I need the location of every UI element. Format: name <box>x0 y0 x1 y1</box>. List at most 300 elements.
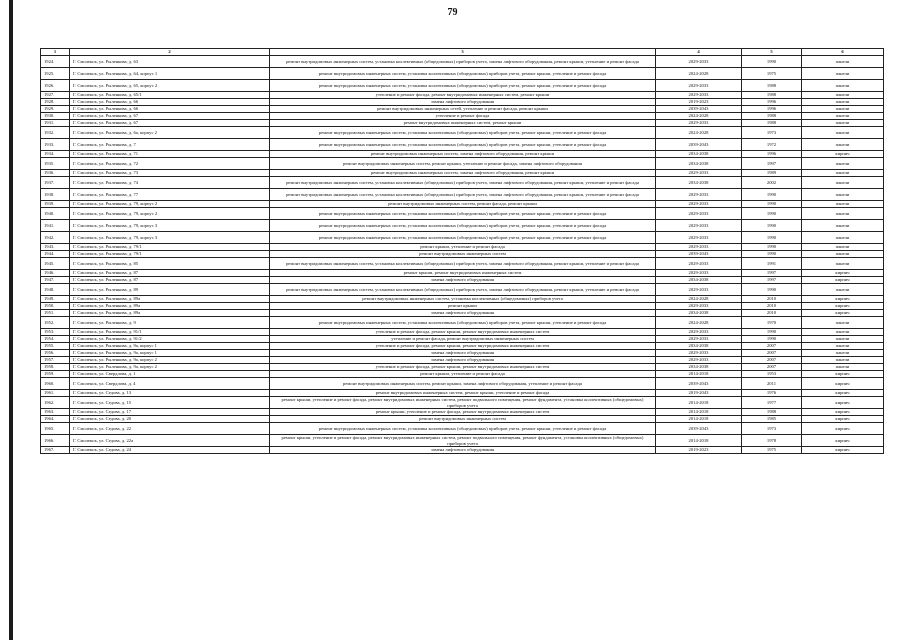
row-number-cell: 1959. <box>41 371 70 378</box>
year-built-cell: 1977 <box>742 397 802 409</box>
period-cell: 2024-2028 <box>656 317 742 329</box>
table-row <box>41 277 884 284</box>
wall-material-cell: кирпич <box>802 423 884 435</box>
year-built-cell: 1989 <box>742 170 802 177</box>
address-cell: Г. Смоленск, ул. Седова, д. 15 <box>70 397 270 409</box>
row-number-cell: 1941. <box>41 220 70 232</box>
row-number-cell: 1964. <box>41 416 70 423</box>
table-row <box>41 56 884 68</box>
period-cell: 2029-2033 <box>656 56 742 68</box>
wall-material-cell: панели <box>802 170 884 177</box>
wall-material-cell: панели <box>802 251 884 258</box>
works-cell: ремонт внутридомовых инженерных систем, установка коллективных (общедомовых) приборов учета, замена лифтового оборудования, ремонт крыши, утепление и ремонт фасада <box>270 56 656 68</box>
year-built-cell: 1973 <box>742 127 802 139</box>
address-cell: Г. Смоленск, ул. Рыленкова, д. 65/1 <box>70 92 270 99</box>
year-built-cell: 1988 <box>742 409 802 416</box>
wall-material-cell: кирпич <box>802 435 884 447</box>
table-row <box>41 303 884 310</box>
table-row <box>41 208 884 220</box>
period-cell: 2034-2038 <box>656 364 742 371</box>
wall-material-cell: кирпич <box>802 409 884 416</box>
address-cell: Г. Смоленск, ул. Рыленкова, д. 9а, корпус 2 <box>70 357 270 364</box>
period-cell: 2039-2043 <box>656 423 742 435</box>
period-cell: 2024-2028 <box>656 127 742 139</box>
year-built-cell: 2011 <box>742 378 802 390</box>
table-row <box>41 336 884 343</box>
year-built-cell: 1985 <box>742 416 802 423</box>
row-number-cell: 1947. <box>41 277 70 284</box>
row-number-cell: 1927. <box>41 92 70 99</box>
year-built-cell: 1990 <box>742 336 802 343</box>
table-row <box>41 220 884 232</box>
page-number: 79 <box>447 7 458 18</box>
wall-material-cell: кирпич <box>802 371 884 378</box>
address-cell: Г. Смоленск, ул. Рыленкова, д. 77 <box>70 189 270 201</box>
period-cell: 2029-2033 <box>656 303 742 310</box>
period-cell: 2029-2033 <box>656 232 742 244</box>
works-cell: ремонт внутридомовых инженерных систем, установка коллективных (общедомовых) приборов учета, ремонт крыши, утепление и ремонт фасада <box>270 220 656 232</box>
table-row <box>41 68 884 80</box>
row-number-cell: 1942. <box>41 232 70 244</box>
address-cell: Г. Смоленск, ул. Рыленкова, д. 89а <box>70 310 270 317</box>
works-cell: замена лифтового оборудования <box>270 99 656 106</box>
address-cell: Г. Смоленск, ул. Рыленкова, д. 79/1 <box>70 251 270 258</box>
wall-material-cell: панели <box>802 244 884 251</box>
table-row <box>41 201 884 208</box>
period-cell: 2014-2018 <box>656 371 742 378</box>
wall-material-cell: панели <box>802 232 884 244</box>
table-row <box>41 416 884 423</box>
wall-material-cell: панели <box>802 177 884 189</box>
address-cell: Г. Смоленск, ул. Рыленкова, д. 6а, корпус 2 <box>70 127 270 139</box>
works-cell: ремонт внутридомовых инженерных систем, ремонт фасада, ремонт крыши <box>270 201 656 208</box>
address-cell: Г. Смоленск, ул. Рыленкова, д. 91/2 <box>70 336 270 343</box>
address-cell: Г. Смоленск, ул. Седова, д. 24 <box>70 447 270 454</box>
row-number-cell: 1932. <box>41 127 70 139</box>
address-cell: Г. Смоленск, ул. Свердлова, д. 1 <box>70 371 270 378</box>
works-cell: ремонт внутридомовых инженерных систем, установка коллективных (общедомовых) приборов учета, замена лифтового оборудования, ремонт крыши, утепление и ремонт фасада <box>270 284 656 296</box>
address-cell: Г. Смоленск, ул. Рыленкова, д. 9а, корпус 1 <box>70 350 270 357</box>
row-number-cell: 1938. <box>41 189 70 201</box>
address-cell: Г. Смоленск, ул. Рыленкова, д. 85 <box>70 258 270 270</box>
year-built-cell: 1988 <box>742 113 802 120</box>
wall-material-cell: панели <box>802 220 884 232</box>
works-cell: ремонт внутридомовых инженерных систем, установка коллективных (общедомовых) приборов учета, ремонт крыши, утепление и ремонт фасада <box>270 139 656 151</box>
wall-material-cell: панели <box>802 68 884 80</box>
year-built-cell: 1991 <box>742 258 802 270</box>
works-cell: ремонт внутридомовых инженерных систем <box>270 416 656 423</box>
year-built-cell: 1988 <box>742 80 802 92</box>
wall-material-cell: панели <box>802 364 884 371</box>
period-cell: 2029-2033 <box>656 220 742 232</box>
col-header-3: 3 <box>270 49 656 56</box>
address-cell: Г. Смоленск, ул. Рыленкова, д. 79, корпус 3 <box>70 220 270 232</box>
year-built-cell: 1972 <box>742 139 802 151</box>
wall-material-cell: кирпич <box>802 378 884 390</box>
wall-material-cell: панели <box>802 258 884 270</box>
address-cell: Г. Смоленск, ул. Рыленкова, д. 63 <box>70 56 270 68</box>
year-built-cell: 1970 <box>742 317 802 329</box>
table-row <box>41 106 884 113</box>
works-cell: утепление и ремонт фасада, ремонт крыши, ремонт внутридомовых инженерных систем <box>270 343 656 350</box>
period-cell: 2029-2033 <box>656 120 742 127</box>
works-cell: ремонт внутридомовых инженерных систем, установка коллективных (общедомовых) приборов учета, замена лифтового оборудования, ремонт крыши, утепление и ремонт фасада <box>270 177 656 189</box>
table-row <box>41 435 884 447</box>
address-cell: Г. Смоленск, ул. Рыленкова, д. 79, корпус 2 <box>70 208 270 220</box>
table-row <box>41 120 884 127</box>
wall-material-cell: панели <box>802 201 884 208</box>
period-cell: 2039-2043 <box>656 139 742 151</box>
row-number-cell: 1960. <box>41 378 70 390</box>
table-row <box>41 177 884 189</box>
address-cell: Г. Смоленск, ул. Рыленкова, д. 67 <box>70 120 270 127</box>
row-number-cell: 1954. <box>41 336 70 343</box>
works-cell: ремонт крыши, утепление и ремонт фасада, ремонт внутридомовых инженерных систем, ремонт подвального помещения, ремонт фундамента, установка коллективных (общедомовых) приборов учета <box>270 435 656 447</box>
row-number-cell: 1967. <box>41 447 70 454</box>
row-number-cell: 1934. <box>41 151 70 158</box>
period-cell: 2019-2023 <box>656 447 742 454</box>
works-cell: ремонт внутридомовых инженерных систем, установка коллективных (общедомовых) приборов учета, ремонт крыши, утепление и ремонт фасада <box>270 80 656 92</box>
address-cell: Г. Смоленск, ул. Рыленкова, д. 67 <box>70 113 270 120</box>
table-body <box>41 56 884 454</box>
row-number-cell: 1925. <box>41 68 70 80</box>
period-cell: 2029-2033 <box>656 336 742 343</box>
works-cell: ремонт внутридомовых инженерных сетей, утепление и ремонт фасада, ремонт крыши <box>270 106 656 113</box>
year-built-cell: 1996 <box>742 151 802 158</box>
works-cell: ремонт внутридомовых инженерных систем, ремонт крыши, утепление и ремонт фасада, замена лифтового оборудования <box>270 158 656 170</box>
address-cell: Г. Смоленск, ул. Рыленкова, д. 64, корпус 1 <box>70 68 270 80</box>
col-header-6: 6 <box>802 49 884 56</box>
year-built-cell: 2010 <box>742 296 802 303</box>
row-number-cell: 1951. <box>41 310 70 317</box>
period-cell: 2029-2033 <box>656 80 742 92</box>
row-number-cell: 1933. <box>41 139 70 151</box>
wall-material-cell: панели <box>802 343 884 350</box>
year-built-cell: 2010 <box>742 303 802 310</box>
works-cell: ремонт внутридомовых инженерных систем, ремонт крыши, утепление и ремонт фасада <box>270 390 656 397</box>
period-cell: 2029-2033 <box>656 270 742 277</box>
period-cell: 2019-2043 <box>656 390 742 397</box>
wall-material-cell: панели <box>802 284 884 296</box>
address-cell: Г. Смоленск, ул. Рыленкова, д. 89а <box>70 303 270 310</box>
year-built-cell: 1996 <box>742 106 802 113</box>
wall-material-cell: панели <box>802 329 884 336</box>
works-cell: ремонт крыши, утепление и ремонт фасада, ремонт внутридомовых инженерных систем, ремонт подвального помещения, ремонт фундамента, установка коллективных (общедомовых) приборов учета <box>270 397 656 409</box>
period-cell: 2034-2038 <box>656 310 742 317</box>
row-number-cell: 1928. <box>41 99 70 106</box>
row-number-cell: 1950. <box>41 303 70 310</box>
row-number-cell: 1945. <box>41 258 70 270</box>
row-number-cell: 1957. <box>41 357 70 364</box>
register-table <box>40 48 884 454</box>
works-cell: ремонт внутридомовых инженерных систем, установка коллективных (общедомовых) приборов учета, ремонт крыши, утепление и ремонт фасада <box>270 208 656 220</box>
works-cell: ремонт внутридомовых инженерных систем <box>270 251 656 258</box>
works-cell: утепление и ремонт фасада, ремонт крыши, ремонт внутридомовых инженерных систем <box>270 364 656 371</box>
year-built-cell: 1990 <box>742 220 802 232</box>
table-row <box>41 350 884 357</box>
wall-material-cell: панели <box>802 350 884 357</box>
works-cell: ремонт внутридомовых инженерных систем, установка коллективных (общедомовых) приборов учета, замена лифтового оборудования, ремонт крыши, утепление и ремонт фасада <box>270 189 656 201</box>
year-built-cell: 2007 <box>742 357 802 364</box>
period-cell: 2039-2043 <box>656 251 742 258</box>
works-cell: ремонт внутридомовых инженерных систем, установка коллективных (общедомовых) приборов учета, ремонт крыши, утепление и ремонт фасада <box>270 423 656 435</box>
wall-material-cell: панели <box>802 99 884 106</box>
wall-material-cell: панели <box>802 208 884 220</box>
works-cell: ремонт внутридомовых инженерных систем, установка коллективных (общедомовых) приборов учета <box>270 296 656 303</box>
table-row <box>41 80 884 92</box>
address-cell: Г. Смоленск, ул. Рыленкова, д. 9 <box>70 317 270 329</box>
row-number-cell: 1965. <box>41 423 70 435</box>
year-built-cell: 1990 <box>742 208 802 220</box>
table-row <box>41 397 884 409</box>
wall-material-cell: кирпич <box>802 277 884 284</box>
table-row <box>41 158 884 170</box>
address-cell: Г. Смоленск, ул. Рыленкова, д. 72 <box>70 158 270 170</box>
address-cell: Г. Смоленск, ул. Рыленкова, д. 9а, корпус 2 <box>70 364 270 371</box>
address-cell: Г. Смоленск, ул. Свердлова, д. 4 <box>70 378 270 390</box>
year-built-cell: 1990 <box>742 56 802 68</box>
table-row <box>41 258 884 270</box>
year-built-cell: 1997 <box>742 158 802 170</box>
row-number-cell: 1926. <box>41 80 70 92</box>
row-number-cell: 1962. <box>41 397 70 409</box>
year-built-cell: 2007 <box>742 350 802 357</box>
works-cell: ремонт внутридомовых инженерных систем, ремонт крыши, замена лифтового оборудования, утепление и ремонт фасада <box>270 378 656 390</box>
works-cell: утепление и ремонт фасада, ремонт внутридомовых инженерных систем, ремонт крыши <box>270 92 656 99</box>
year-built-cell: 2002 <box>742 177 802 189</box>
wall-material-cell: панели <box>802 336 884 343</box>
row-number-cell: 1943. <box>41 244 70 251</box>
table-row <box>41 310 884 317</box>
period-cell: 2029-2033 <box>656 244 742 251</box>
year-built-cell: 1990 <box>742 251 802 258</box>
row-number-cell: 1966. <box>41 435 70 447</box>
year-built-cell: 2007 <box>742 343 802 350</box>
address-cell: Г. Смоленск, ул. Рыленкова, д. 65, корпус 2 <box>70 80 270 92</box>
wall-material-cell: кирпич <box>802 310 884 317</box>
year-built-cell: 1953 <box>742 371 802 378</box>
table-row <box>41 99 884 106</box>
wall-material-cell: панели <box>802 113 884 120</box>
table-row <box>41 343 884 350</box>
period-cell: 2029-2033 <box>656 329 742 336</box>
period-cell: 2014-2018 <box>656 397 742 409</box>
period-cell: 2034-2038 <box>656 277 742 284</box>
address-cell: Г. Смоленск, ул. Рыленкова, д. 87 <box>70 270 270 277</box>
period-cell: 2029-2033 <box>656 92 742 99</box>
year-built-cell: 1990 <box>742 189 802 201</box>
row-number-cell: 1961. <box>41 390 70 397</box>
wall-material-cell: кирпич <box>802 303 884 310</box>
table-row <box>41 423 884 435</box>
wall-material-cell: панели <box>802 317 884 329</box>
table-row <box>41 189 884 201</box>
address-cell: Г. Смоленск, ул. Рыленкова, д. 66 <box>70 99 270 106</box>
period-cell: 2029-2033 <box>656 357 742 364</box>
table-row <box>41 329 884 336</box>
works-cell: ремонт внутридомовых инженерных систем, установка коллективных (общедомовых) приборов учета, ремонт крыши, утепление и ремонт фасада <box>270 68 656 80</box>
works-cell: ремонт внутридомовых инженерных систем, установка коллективных (общедомовых) приборов учета, ремонт крыши, утепление и ремонт фасада <box>270 232 656 244</box>
period-cell: 2014-2018 <box>656 435 742 447</box>
wall-material-cell: кирпич <box>802 416 884 423</box>
table-row <box>41 409 884 416</box>
table-row <box>41 270 884 277</box>
address-cell: Г. Смоленск, ул. Седова, д. 20 <box>70 416 270 423</box>
table-row <box>41 170 884 177</box>
table-row <box>41 357 884 364</box>
col-header-2: 2 <box>70 49 270 56</box>
period-cell: 2029-2033 <box>656 208 742 220</box>
address-cell: Г. Смоленск, ул. Седова, д. 17 <box>70 409 270 416</box>
year-built-cell: 1996 <box>742 99 802 106</box>
address-cell: Г. Смоленск, ул. Седова, д. 22а <box>70 435 270 447</box>
address-cell: Г. Смоленск, ул. Рыленкова, д. 91/1 <box>70 329 270 336</box>
period-cell: 2029-2033 <box>656 350 742 357</box>
row-number-cell: 1953. <box>41 329 70 336</box>
row-number-cell: 1955. <box>41 343 70 350</box>
row-number-cell: 1956. <box>41 350 70 357</box>
works-cell: ремонт внутридомовых инженерных систем, ремонт крыши <box>270 120 656 127</box>
works-cell: замена лифтового оборудования <box>270 357 656 364</box>
table-row <box>41 371 884 378</box>
wall-material-cell: панели <box>802 80 884 92</box>
works-cell: ремонт крыши, утепление и ремонт фасада <box>270 244 656 251</box>
year-built-cell: 1975 <box>742 68 802 80</box>
table-row <box>41 284 884 296</box>
works-cell: утепление и ремонт фасада, ремонт крыши, ремонт внутридомовых инженерных систем <box>270 329 656 336</box>
wall-material-cell: панели <box>802 357 884 364</box>
address-cell: Г. Смоленск, ул. Рыленкова, д. 89 <box>70 284 270 296</box>
table-row <box>41 251 884 258</box>
address-cell: Г. Смоленск, ул. Рыленкова, д. 79, корпус 2 <box>70 201 270 208</box>
table-row <box>41 92 884 99</box>
address-cell: Г. Смоленск, ул. Рыленкова, д. 9а, корпус 1 <box>70 343 270 350</box>
row-number-cell: 1963. <box>41 409 70 416</box>
works-cell: ремонт крыши, ремонт внутридомовых инженерных систем <box>270 270 656 277</box>
works-cell: ремонт внутридомовых инженерных систем, замена лифтового оборудования, ремонт крыши <box>270 170 656 177</box>
works-cell: ремонт внутридомовых инженерных систем, установка коллективных (общедомовых) приборов учета, ремонт крыши, утепление и ремонт фасада <box>270 317 656 329</box>
table-row <box>41 390 884 397</box>
col-header-4: 4 <box>656 49 742 56</box>
year-built-cell: 1997 <box>742 270 802 277</box>
year-built-cell: 1988 <box>742 120 802 127</box>
works-cell: ремонт крыши, утепление и ремонт фасада, ремонт внутридомовых инженерных систем <box>270 409 656 416</box>
works-cell: замена лифтового оборудования <box>270 447 656 454</box>
table-row <box>41 139 884 151</box>
period-cell: 2029-2033 <box>656 284 742 296</box>
row-number-cell: 1931. <box>41 120 70 127</box>
year-built-cell: 1976 <box>742 390 802 397</box>
address-cell: Г. Смоленск, ул. Седова, д. 13 <box>70 390 270 397</box>
row-number-cell: 1929. <box>41 106 70 113</box>
row-number-cell: 1948. <box>41 284 70 296</box>
table-row <box>41 127 884 139</box>
wall-material-cell: кирпич <box>802 397 884 409</box>
row-number-cell: 1958. <box>41 364 70 371</box>
wall-material-cell: кирпич <box>802 447 884 454</box>
col-header-1: 1 <box>41 49 70 56</box>
year-built-cell: 2010 <box>742 310 802 317</box>
year-built-cell: 1990 <box>742 232 802 244</box>
year-built-cell: 1997 <box>742 277 802 284</box>
period-cell: 2024-2028 <box>656 68 742 80</box>
table-row <box>41 364 884 371</box>
period-cell: 2034-2038 <box>656 177 742 189</box>
works-cell: ремонт крыши, утепление и ремонт фасада <box>270 371 656 378</box>
row-number-cell: 1946. <box>41 270 70 277</box>
year-built-cell: 1990 <box>742 329 802 336</box>
works-cell: ремонт крыши <box>270 303 656 310</box>
address-cell: Г. Смоленск, ул. Рыленкова, д. 89а <box>70 296 270 303</box>
address-cell: Г. Смоленск, ул. Рыленкова, д. 74 <box>70 177 270 189</box>
address-cell: Г. Смоленск, ул. Рыленкова, д. 87 <box>70 277 270 284</box>
year-built-cell: 1975 <box>742 447 802 454</box>
period-cell: 2029-2033 <box>656 258 742 270</box>
year-built-cell: 1990 <box>742 201 802 208</box>
works-cell: утепление и ремонт фасада, ремонт внутридомовых инженерных систем <box>270 336 656 343</box>
row-number-cell: 1924. <box>41 56 70 68</box>
year-built-cell: 1990 <box>742 284 802 296</box>
wall-material-cell: кирпич <box>802 390 884 397</box>
wall-material-cell: панели <box>802 120 884 127</box>
year-built-cell: 1973 <box>742 423 802 435</box>
wall-material-cell: кирпич <box>802 270 884 277</box>
period-cell: 2034-2038 <box>656 158 742 170</box>
col-header-5: 5 <box>742 49 802 56</box>
wall-material-cell: кирпич <box>802 296 884 303</box>
year-built-cell: 1978 <box>742 435 802 447</box>
works-cell: утепление и ремонт фасада <box>270 113 656 120</box>
year-built-cell: 1990 <box>742 244 802 251</box>
wall-material-cell: панели <box>802 92 884 99</box>
page-edge-bar <box>9 0 13 640</box>
table-row <box>41 296 884 303</box>
wall-material-cell: кирпич <box>802 151 884 158</box>
period-cell: 2029-2033 <box>656 170 742 177</box>
table-row <box>41 317 884 329</box>
row-number-cell: 1952. <box>41 317 70 329</box>
table-row <box>41 244 884 251</box>
wall-material-cell: панели <box>802 158 884 170</box>
row-number-cell: 1935. <box>41 158 70 170</box>
works-cell: ремонт внутридомовых инженерных систем, замена лифтового оборудования, ремонт крыши <box>270 151 656 158</box>
period-cell: 2034-2038 <box>656 151 742 158</box>
period-cell: 2019-2023 <box>656 99 742 106</box>
period-cell: 2034-2038 <box>656 343 742 350</box>
row-number-cell: 1949. <box>41 296 70 303</box>
table-row <box>41 378 884 390</box>
wall-material-cell: панели <box>802 127 884 139</box>
wall-material-cell: панели <box>802 189 884 201</box>
wall-material-cell: панели <box>802 106 884 113</box>
table-row <box>41 151 884 158</box>
works-cell: ремонт внутридомовых инженерных систем, установка коллективных (общедомовых) приборов учета, замена лифтового оборудования, ремонт крыши, утепление и ремонт фасада <box>270 258 656 270</box>
header-row <box>41 49 884 56</box>
works-cell: замена лифтового оборудования <box>270 350 656 357</box>
address-cell: Г. Смоленск, ул. Рыленкова, д. 79, корпус 3 <box>70 232 270 244</box>
address-cell: Г. Смоленск, ул. Рыленкова, д. 66 <box>70 106 270 113</box>
row-number-cell: 1936. <box>41 170 70 177</box>
address-cell: Г. Смоленск, ул. Седова, д. 22 <box>70 423 270 435</box>
address-cell: Г. Смоленск, ул. Рыленкова, д. 73 <box>70 170 270 177</box>
period-cell: 2024-2028 <box>656 296 742 303</box>
year-built-cell: 2007 <box>742 364 802 371</box>
period-cell: 2039-2043 <box>656 378 742 390</box>
period-cell: 2029-2033 <box>656 189 742 201</box>
row-number-cell: 1930. <box>41 113 70 120</box>
address-cell: Г. Смоленск, ул. Рыленкова, д. 71 <box>70 151 270 158</box>
address-cell: Г. Смоленск, ул. Рыленкова, д. 79/1 <box>70 244 270 251</box>
